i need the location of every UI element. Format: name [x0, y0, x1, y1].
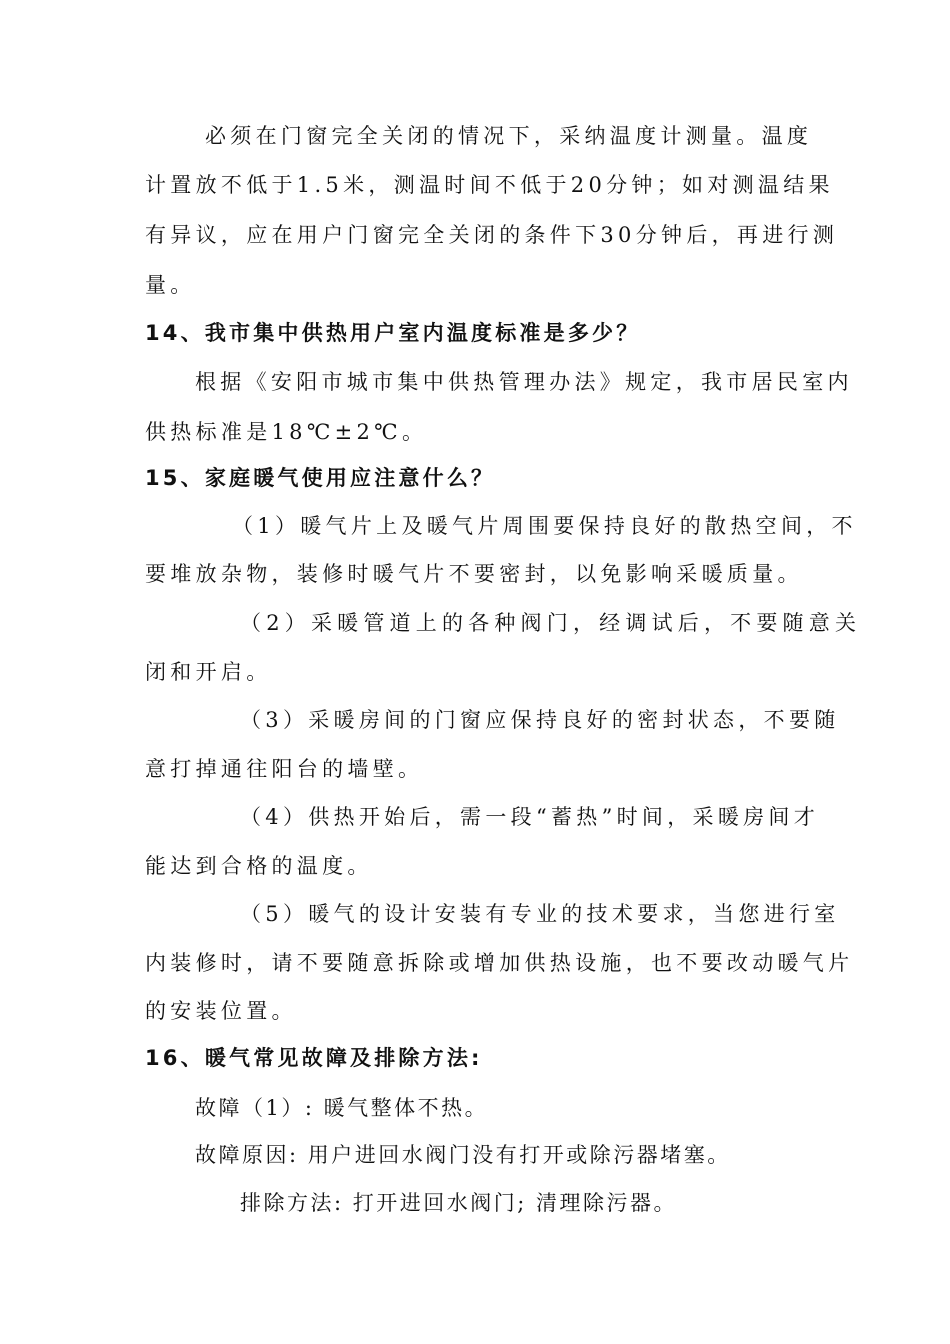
paragraph-line: 有异议，应在用户门窗完全关闭的条件下30分钟后，再进行测: [145, 223, 839, 247]
list-item-line: 的安装位置。: [145, 999, 297, 1023]
paragraph-line: 供热标准是18℃±2℃。: [145, 420, 428, 444]
paragraph-line: 必须在门窗完全关闭的情况下，采纳温度计测量。温度: [205, 124, 813, 148]
list-item-line: （4）供热开始后，需一段“蓄热”时间，采暖房间才: [240, 805, 820, 829]
list-item-line: 要堆放杂物，装修时暖气片不要密封，以免影响采暖质量。: [145, 562, 803, 586]
paragraph-line: 量。: [145, 273, 196, 297]
paragraph-line: 根据《安阳市城市集中供热管理办法》规定，我市居民室内: [195, 370, 853, 394]
list-item-line: 闭和开启。: [145, 660, 272, 684]
fault-cause-line: 故障原因: 用户进回水阀门没有打开或除污器堵塞。: [195, 1143, 731, 1167]
fault-fix-line: 排除方法: 打开进回水阀门; 清理除污器。: [240, 1191, 677, 1215]
list-item-line: 内装修时，请不要随意拆除或增加供热设施，也不要改动暖气片: [145, 951, 854, 975]
list-item-line: （3）采暖房间的门窗应保持良好的密封状态，不要随: [240, 708, 840, 732]
section-heading-16: 16、暖气常见故障及排除方法:: [145, 1046, 483, 1070]
paragraph-line: 计置放不低于1.5米，测温时间不低于20分钟；如对测温结果: [145, 173, 834, 197]
list-item-line: （5）暖气的设计安装有专业的技术要求，当您进行室: [240, 902, 840, 926]
list-item-line: （2）采暖管道上的各种阀门，经调试后，不要随意关: [240, 611, 862, 635]
fault-line: 故障（1）: 暖气整体不热。: [195, 1096, 489, 1120]
list-item-line: 能达到合格的温度。: [145, 854, 373, 878]
section-heading-14: 14、我市集中供热用户室内温度标准是多少？: [145, 321, 641, 345]
section-heading-15: 15、家庭暖气使用应注意什么？: [145, 466, 496, 490]
list-item-line: （1）暖气片上及暖气片周围要保持良好的散热空间，不: [232, 514, 857, 538]
list-item-line: 意打掉通往阳台的墙壁。: [145, 757, 424, 781]
